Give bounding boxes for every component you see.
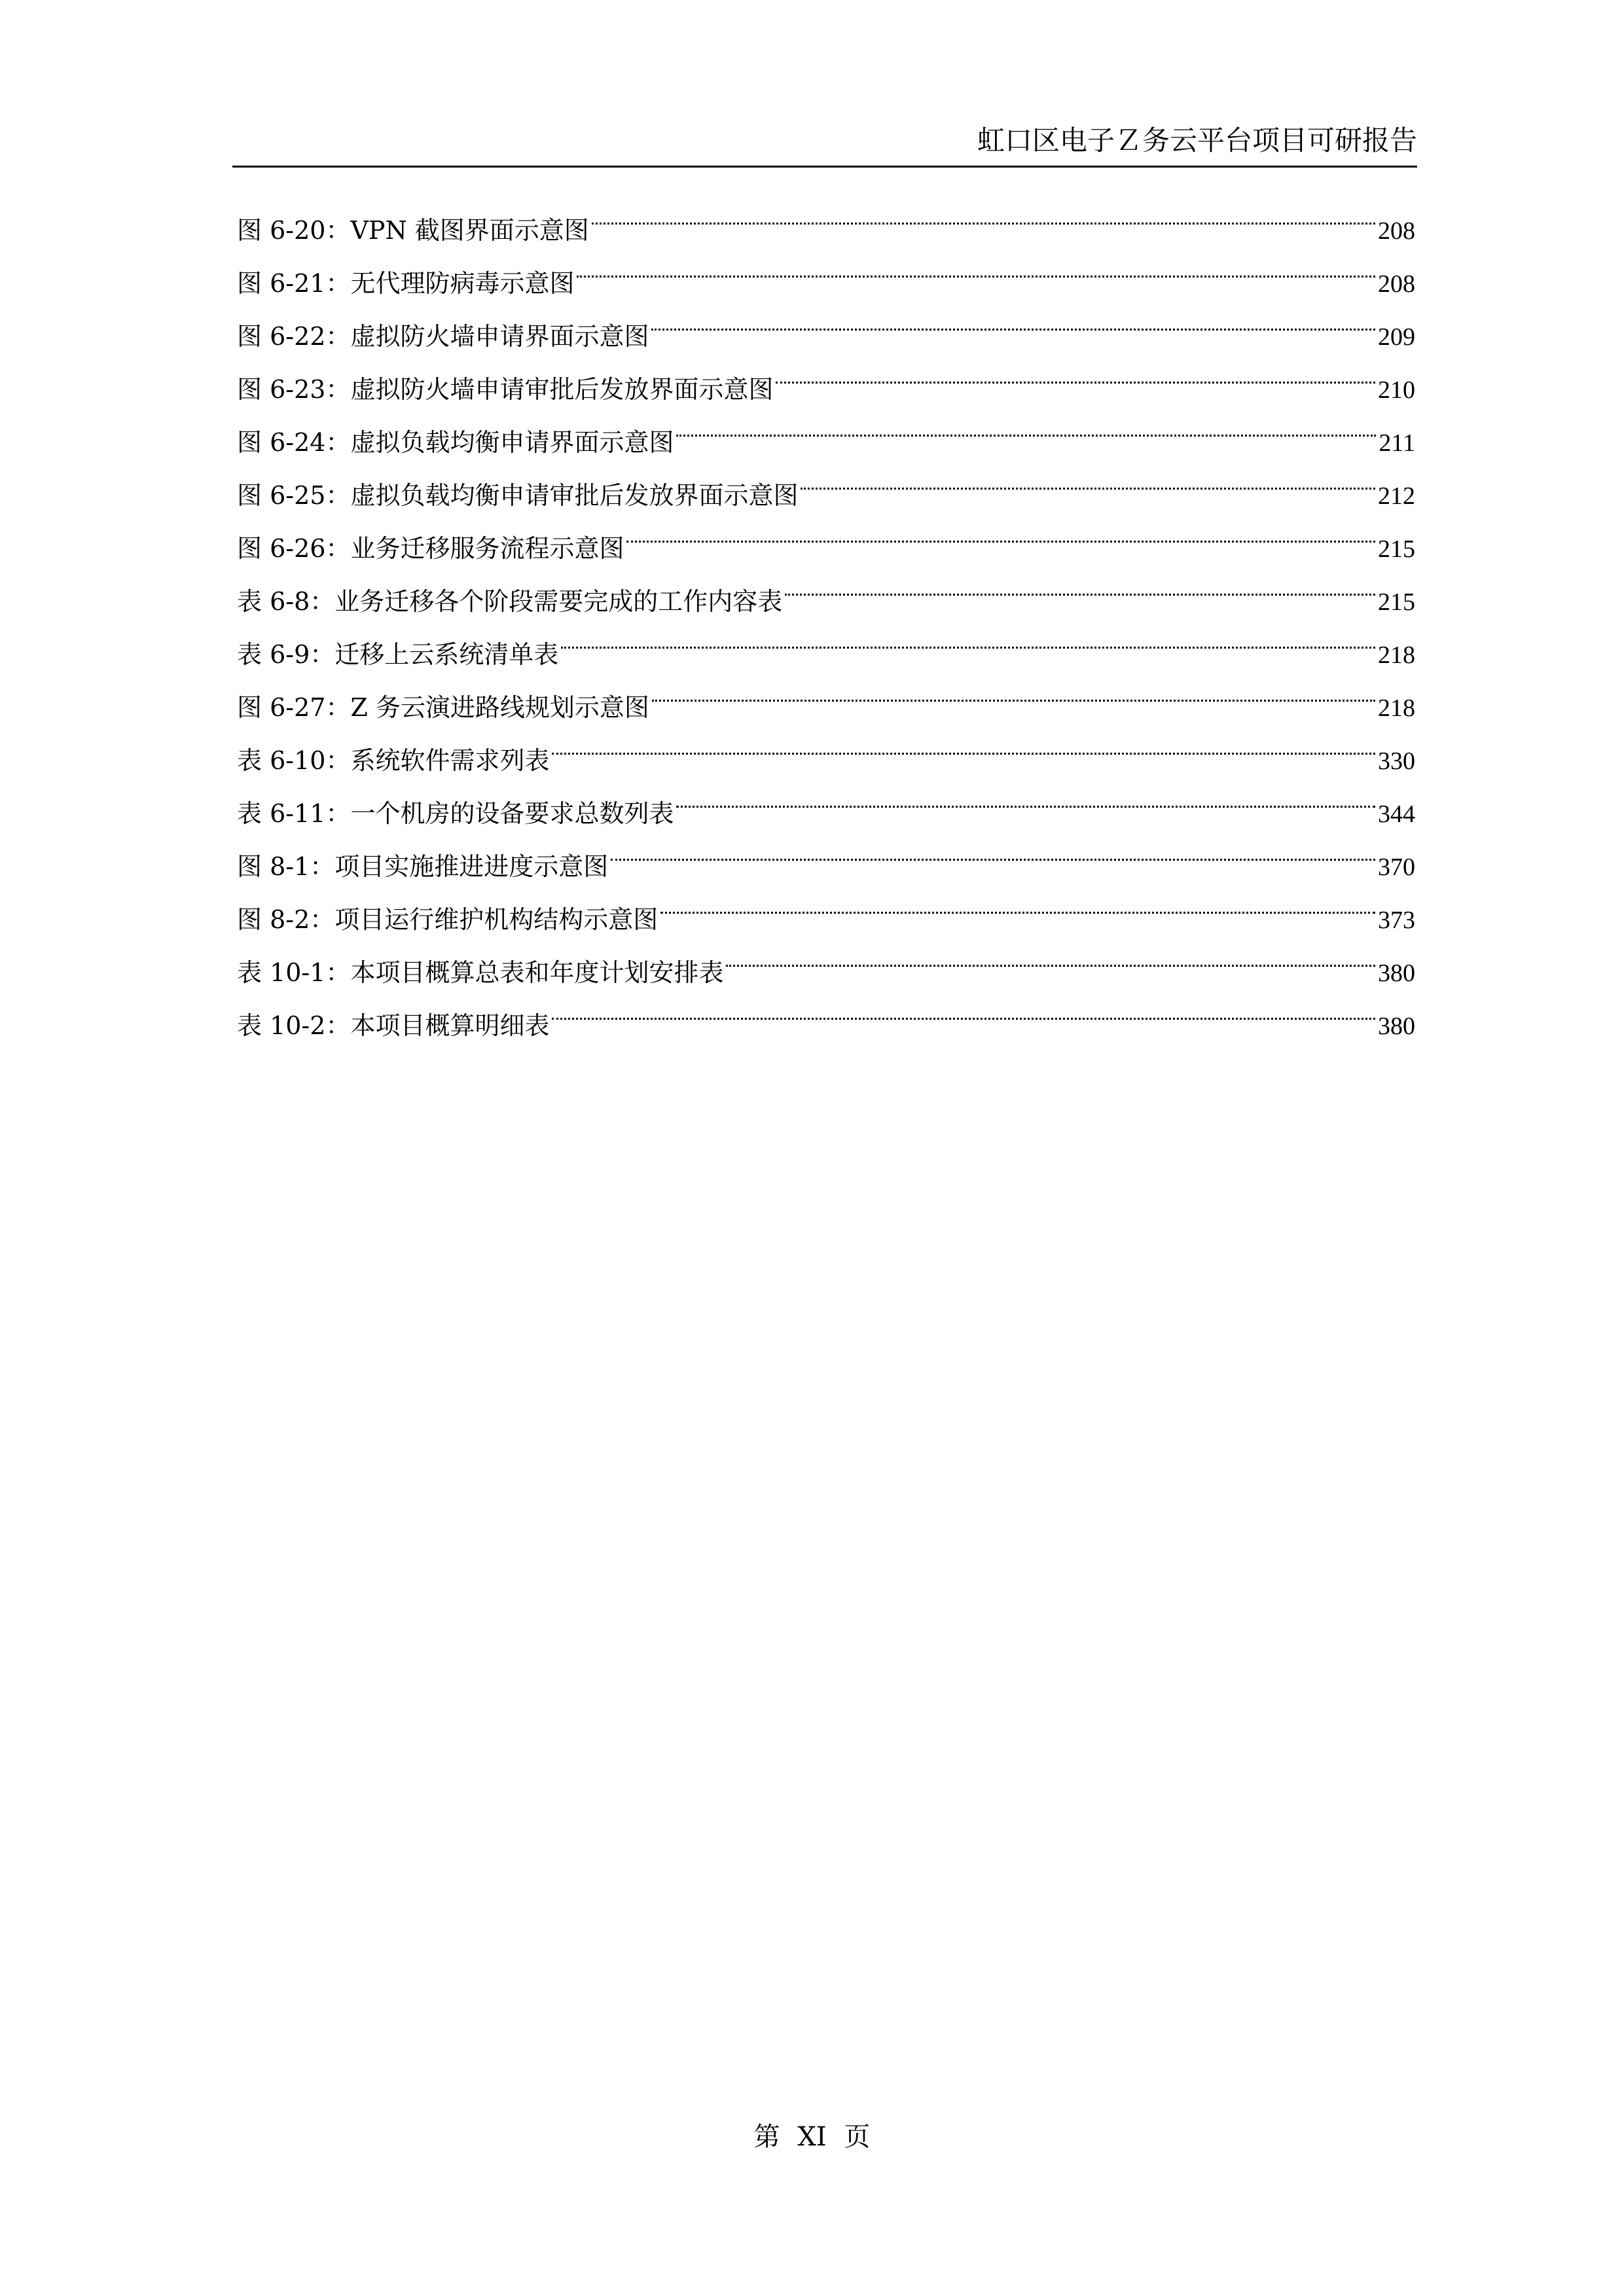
toc-dot-leader [776,345,1375,398]
toc-entry-label: 图 6-27：Z 务云演进路线规划示意图 [237,693,649,722]
toc-entry-label: 图 6-25：虚拟负载均衡申请审批后发放界面示意图 [237,481,799,510]
toc-entry-label: 图 6-20：VPN 截图界面示意图 [237,216,589,245]
toc-entry-page: 208 [1378,270,1415,298]
toc-entry-page: 218 [1378,641,1415,669]
header-divider [232,166,1417,168]
toc-dot-leader [801,451,1375,504]
toc-entry-page: 208 [1378,217,1415,245]
toc-entry-page: 218 [1378,694,1415,722]
toc-dot-leader [726,928,1375,981]
toc-entry-label: 表 10-2：本项目概算明细表 [237,1011,550,1040]
toc-dot-leader [652,663,1375,716]
toc-entry-page: 330 [1378,747,1415,775]
toc-entry[interactable] [237,186,1415,245]
toc-dot-leader [552,716,1375,769]
toc-dot-leader [651,292,1375,345]
toc-entry-label: 表 6-9：迁移上云系统清单表 [237,640,559,669]
toc-entry-page: 211 [1379,429,1415,457]
toc-dot-leader [611,822,1375,875]
toc-entry-page: 373 [1378,906,1415,934]
document-title: 虹口区电子Ｚ务云平台项目可研报告 [977,124,1417,156]
toc-entry-page: 209 [1378,323,1415,351]
toc-dot-leader [577,239,1375,292]
toc-list [237,186,1415,1040]
toc-entry-label: 图 6-26：业务迁移服务流程示意图 [237,534,624,563]
toc-entry-page: 380 [1378,960,1415,987]
toc-entry-page: 215 [1378,535,1415,563]
toc-entry-page: 370 [1378,853,1415,881]
toc-dot-leader [660,875,1375,928]
toc-entry-label: 图 6-23：虚拟防火墙申请审批后发放界面示意图 [237,375,774,404]
toc-entry-page: 210 [1378,376,1415,404]
page-header [232,118,1417,164]
toc-dot-leader [676,769,1375,822]
toc-entry-page: 380 [1378,1013,1415,1040]
toc-entry-page: 212 [1378,482,1415,510]
toc-dot-leader [676,398,1376,451]
toc-entry-label: 表 6-11：一个机房的设备要求总数列表 [237,799,674,828]
toc-dot-leader [626,504,1375,557]
toc-dot-leader [561,610,1375,663]
toc-entry-label: 表 10-1：本项目概算总表和年度计划安排表 [237,958,724,987]
page-number: 第 XI 页 [753,2122,871,2152]
toc-entry-label: 表 6-10：系统软件需求列表 [237,746,550,775]
toc-entry-label: 图 8-1：项目实施推进进度示意图 [237,852,609,881]
toc-dot-leader [592,186,1375,239]
toc-entry-label: 图 6-21：无代理防病毒示意图 [237,269,575,298]
toc-dot-leader [552,981,1375,1034]
toc-entry-label: 图 8-2：项目运行维护机构结构示意图 [237,905,659,934]
toc-entry-label: 表 6-8：业务迁移各个阶段需要完成的工作内容表 [237,587,783,616]
toc-entry-page: 344 [1378,800,1415,828]
toc-entry-label: 图 6-22：虚拟防火墙申请界面示意图 [237,322,649,351]
toc-entry-label: 图 6-24：虚拟负载均衡申请界面示意图 [237,428,674,457]
toc-dot-leader [785,557,1375,610]
page-footer [0,2117,1624,2157]
toc-entry-page: 215 [1378,588,1415,616]
